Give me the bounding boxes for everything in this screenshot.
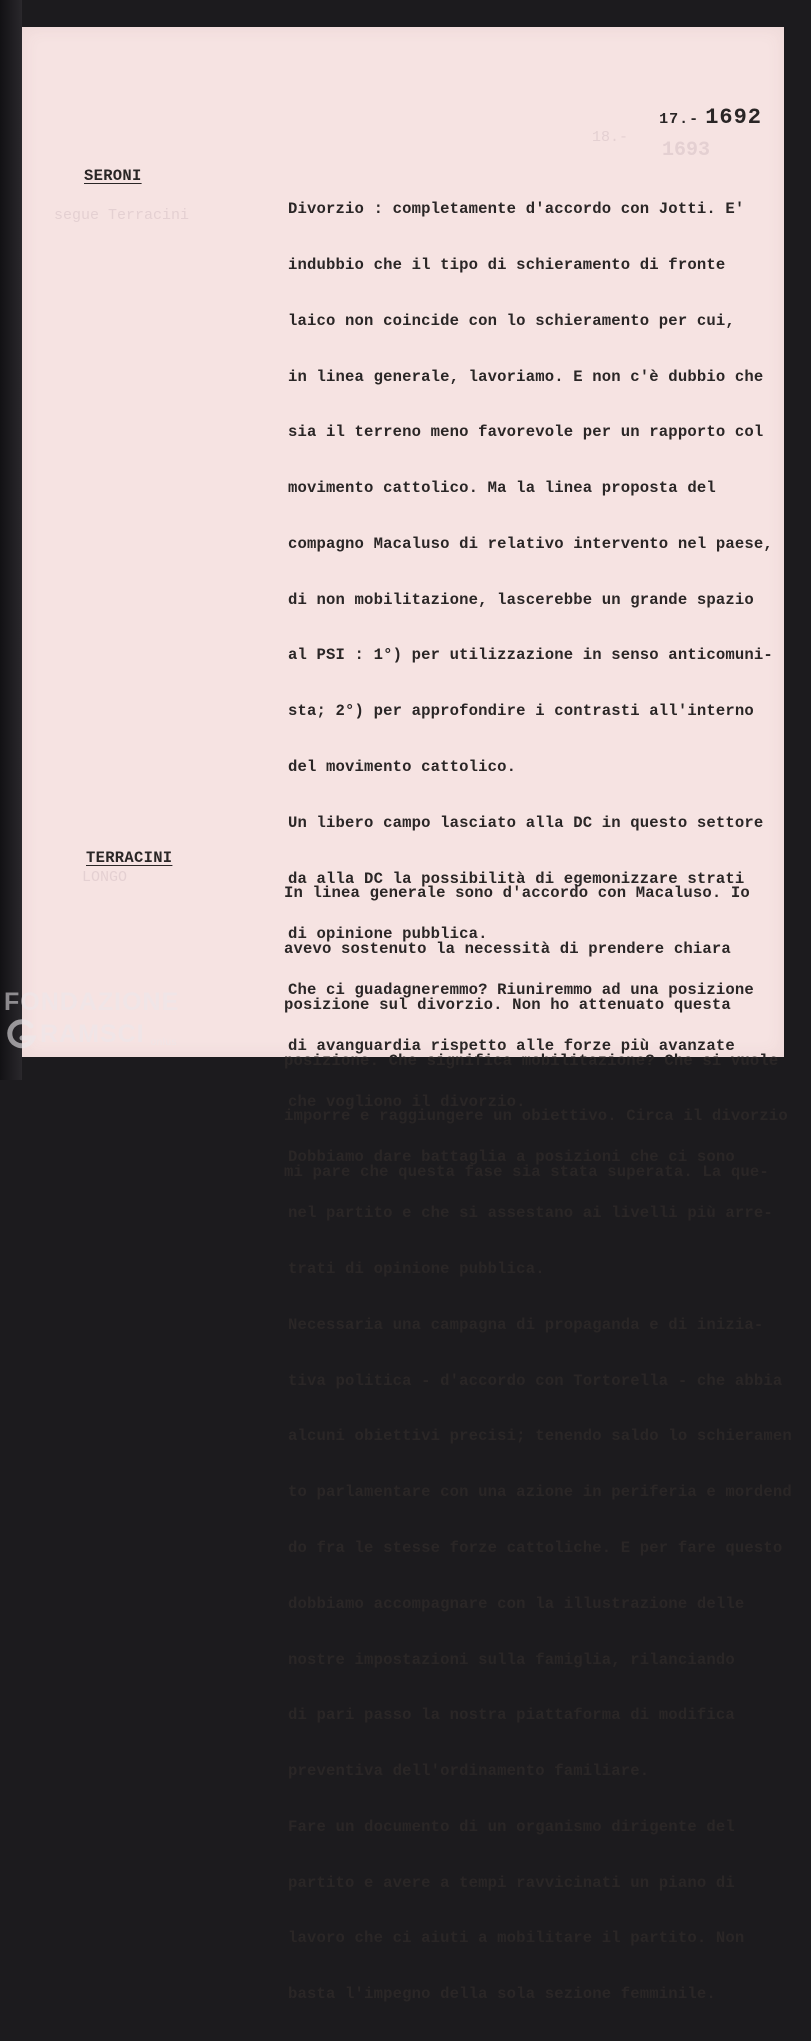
page-number-value: 1692	[705, 105, 762, 130]
text-line: imporre e raggiungere un obiettivo. Circa il divorzio	[284, 1107, 788, 1126]
text-line: trati di opinione pubblica.	[288, 1260, 545, 1279]
speech-paragraph-terracini	[284, 847, 788, 1219]
fondazione-gramsci-watermark	[4, 990, 179, 1051]
text-line: sta; 2°) per approfondire i contrasti all'interno	[288, 702, 754, 721]
text-line: Che ci guadagneremmo? Riuniremmo ad una posizione	[288, 981, 754, 1000]
text-line: basta l'impegno della sola sezione femminile.	[288, 1985, 716, 2004]
bleed-through-text: segue Terracini	[54, 207, 190, 224]
text-line: posizione. Che significa mobilitazione? Che si vuole	[284, 1051, 779, 1070]
text-line: indubbio che il tipo di schieramento di fronte	[288, 255, 726, 274]
binding-shadow	[0, 0, 22, 1080]
text-line: movimento cattolico. Ma la linea proposta del	[288, 479, 716, 498]
text-line: preventiva dell'ordinamento familiare.	[288, 1762, 650, 1781]
text-line: lavoro che ci aiuti a mobilitare il partito. Non	[288, 1929, 745, 1948]
text-line: avevo sostenuto la necessità di prendere chiara	[284, 939, 731, 958]
speaker-name-terracini: TERRACINI	[86, 849, 173, 867]
watermark-line-1: FONDAZIONE	[4, 988, 180, 1016]
text-line: Dobbiamo dare battaglia a posizioni che ci sono	[288, 1148, 735, 1167]
text-line: compagno Macaluso di relativo intervento nel paese,	[288, 534, 773, 553]
text-line: sia il terreno meno favorevole per un rapporto col	[288, 423, 764, 442]
text-line: dobbiamo accompagnare con la illustrazione delle	[288, 1594, 745, 1613]
text-line: di opinione pubblica.	[288, 925, 488, 944]
text-line: alcuni obiettivi precisi; tenendo saldo lo schieramen	[288, 1427, 792, 1446]
text-line: partito e avere a tempi ravvicinati un piano di	[288, 1873, 735, 1892]
watermark-line-2: RAMSCI	[40, 1019, 145, 1048]
text-line: in linea generale, lavoriamo. E non c'è dubbio che	[288, 367, 764, 386]
speaker-name-seroni: SERONI	[84, 167, 142, 185]
text-line: da alla DC la possibilità di egemonizzare strati	[288, 869, 745, 888]
text-line: tiva politica - d'accordo con Tortorella - che abbia	[288, 1371, 783, 1390]
text-line: Divorzio : completamente d'accordo con Jotti. E'	[288, 200, 745, 219]
text-line: nostre impostazioni sulla famiglia, rilanciando	[288, 1650, 735, 1669]
text-line: nel partito e che si assestano ai livelli più arre-	[288, 1204, 773, 1223]
text-line: In linea generale sono d'accordo con Macaluso. Io	[284, 884, 750, 903]
page-number	[659, 105, 762, 130]
text-line: di non mobilitazione, lascerebbe un grande spazio	[288, 590, 754, 609]
bleed-through-text: 1693	[662, 139, 711, 162]
text-line: di pari passo la nostra piattaforma di modifica	[288, 1706, 735, 1725]
text-line: to parlamentare con una azione in periferia e mordend	[288, 1483, 792, 1502]
text-line: mi pare che questa fase sia stata superata. La que-	[284, 1163, 769, 1182]
gramsci-g-logo-icon	[4, 1017, 38, 1051]
text-line: Fare un documento di un organismo dirigente del	[288, 1817, 735, 1836]
page-number-prefix: 17.-	[659, 111, 700, 128]
text-line: laico non coincide con lo schieramento per cui,	[288, 311, 735, 330]
bleed-through-text: LONGO	[82, 869, 128, 886]
watermark-suffix: onlus	[150, 1037, 178, 1048]
text-line: do fra le stesse forze cattoliche. E per fare questo	[288, 1538, 783, 1557]
text-line: di avanguardia rispetto alle forze più avanzate	[288, 1036, 735, 1055]
bleed-through-text: 18.-	[592, 129, 629, 146]
text-line: Necessaria una campagna di propaganda e di inizia-	[288, 1315, 764, 1334]
text-line: al PSI : 1°) per utilizzazione in senso anticomuni-	[288, 646, 773, 665]
text-line: del movimento cattolico.	[288, 758, 517, 776]
text-line: posizione sul divorzio. Non ho attenuato questa	[284, 995, 731, 1014]
text-line: Un libero campo lasciato alla DC in questo settore	[288, 813, 764, 832]
document-sheet	[22, 27, 792, 2004]
text-line: che vogliono il divorzio.	[288, 1092, 526, 1111]
